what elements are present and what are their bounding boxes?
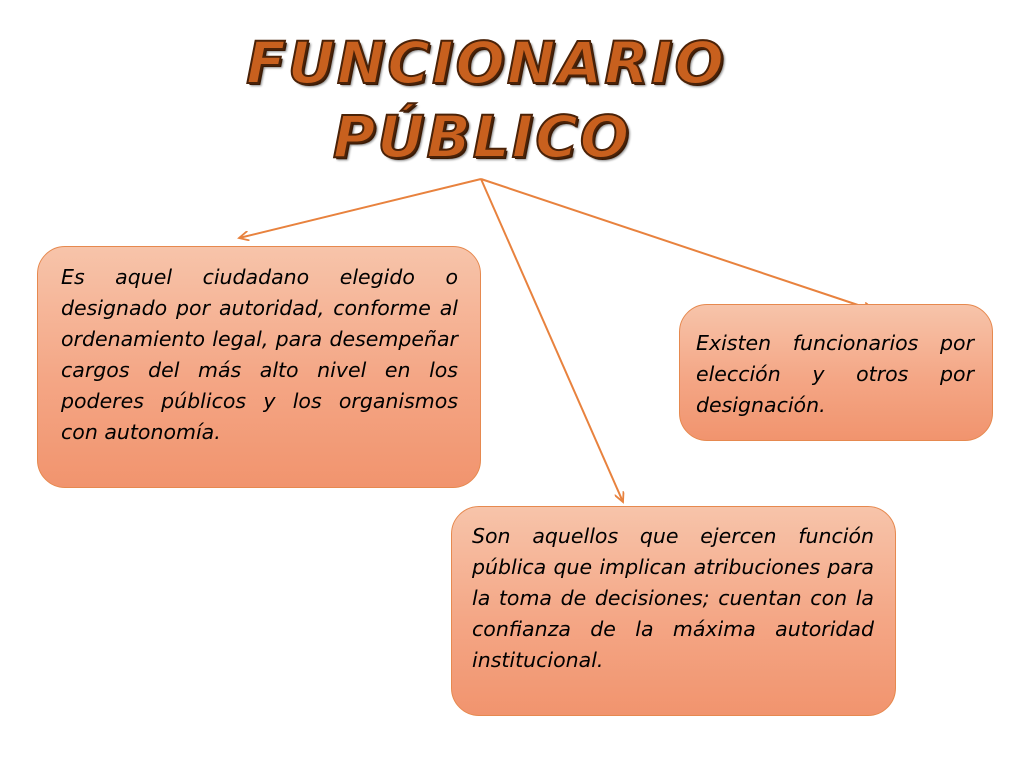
types-box (679, 304, 993, 441)
functions-box (451, 506, 896, 716)
title-line-2: PÚBLICO (332, 103, 632, 171)
definition-text: Es aquel ciudadano elegido o designado por autoridad, conforme al ordenamiento legal, para desempeñar cargos del más alto nivel en los poderes públicos y los organismos con autonomía. (61, 265, 458, 444)
functions-text: Son aquellos que ejercen función pública que implican atribuciones para la toma de decisiones; cuentan con la confianza de la máxima autoridad institucional. (472, 524, 874, 672)
arrow-to-definition (239, 179, 481, 238)
arrow-to-types (481, 179, 873, 310)
arrow-to-functions (481, 179, 623, 502)
types-text: Existen funcionarios por elección y otros por designación. (696, 331, 974, 417)
definition-box (37, 246, 481, 488)
title-line-1: FUNCIONARIO (246, 29, 726, 97)
